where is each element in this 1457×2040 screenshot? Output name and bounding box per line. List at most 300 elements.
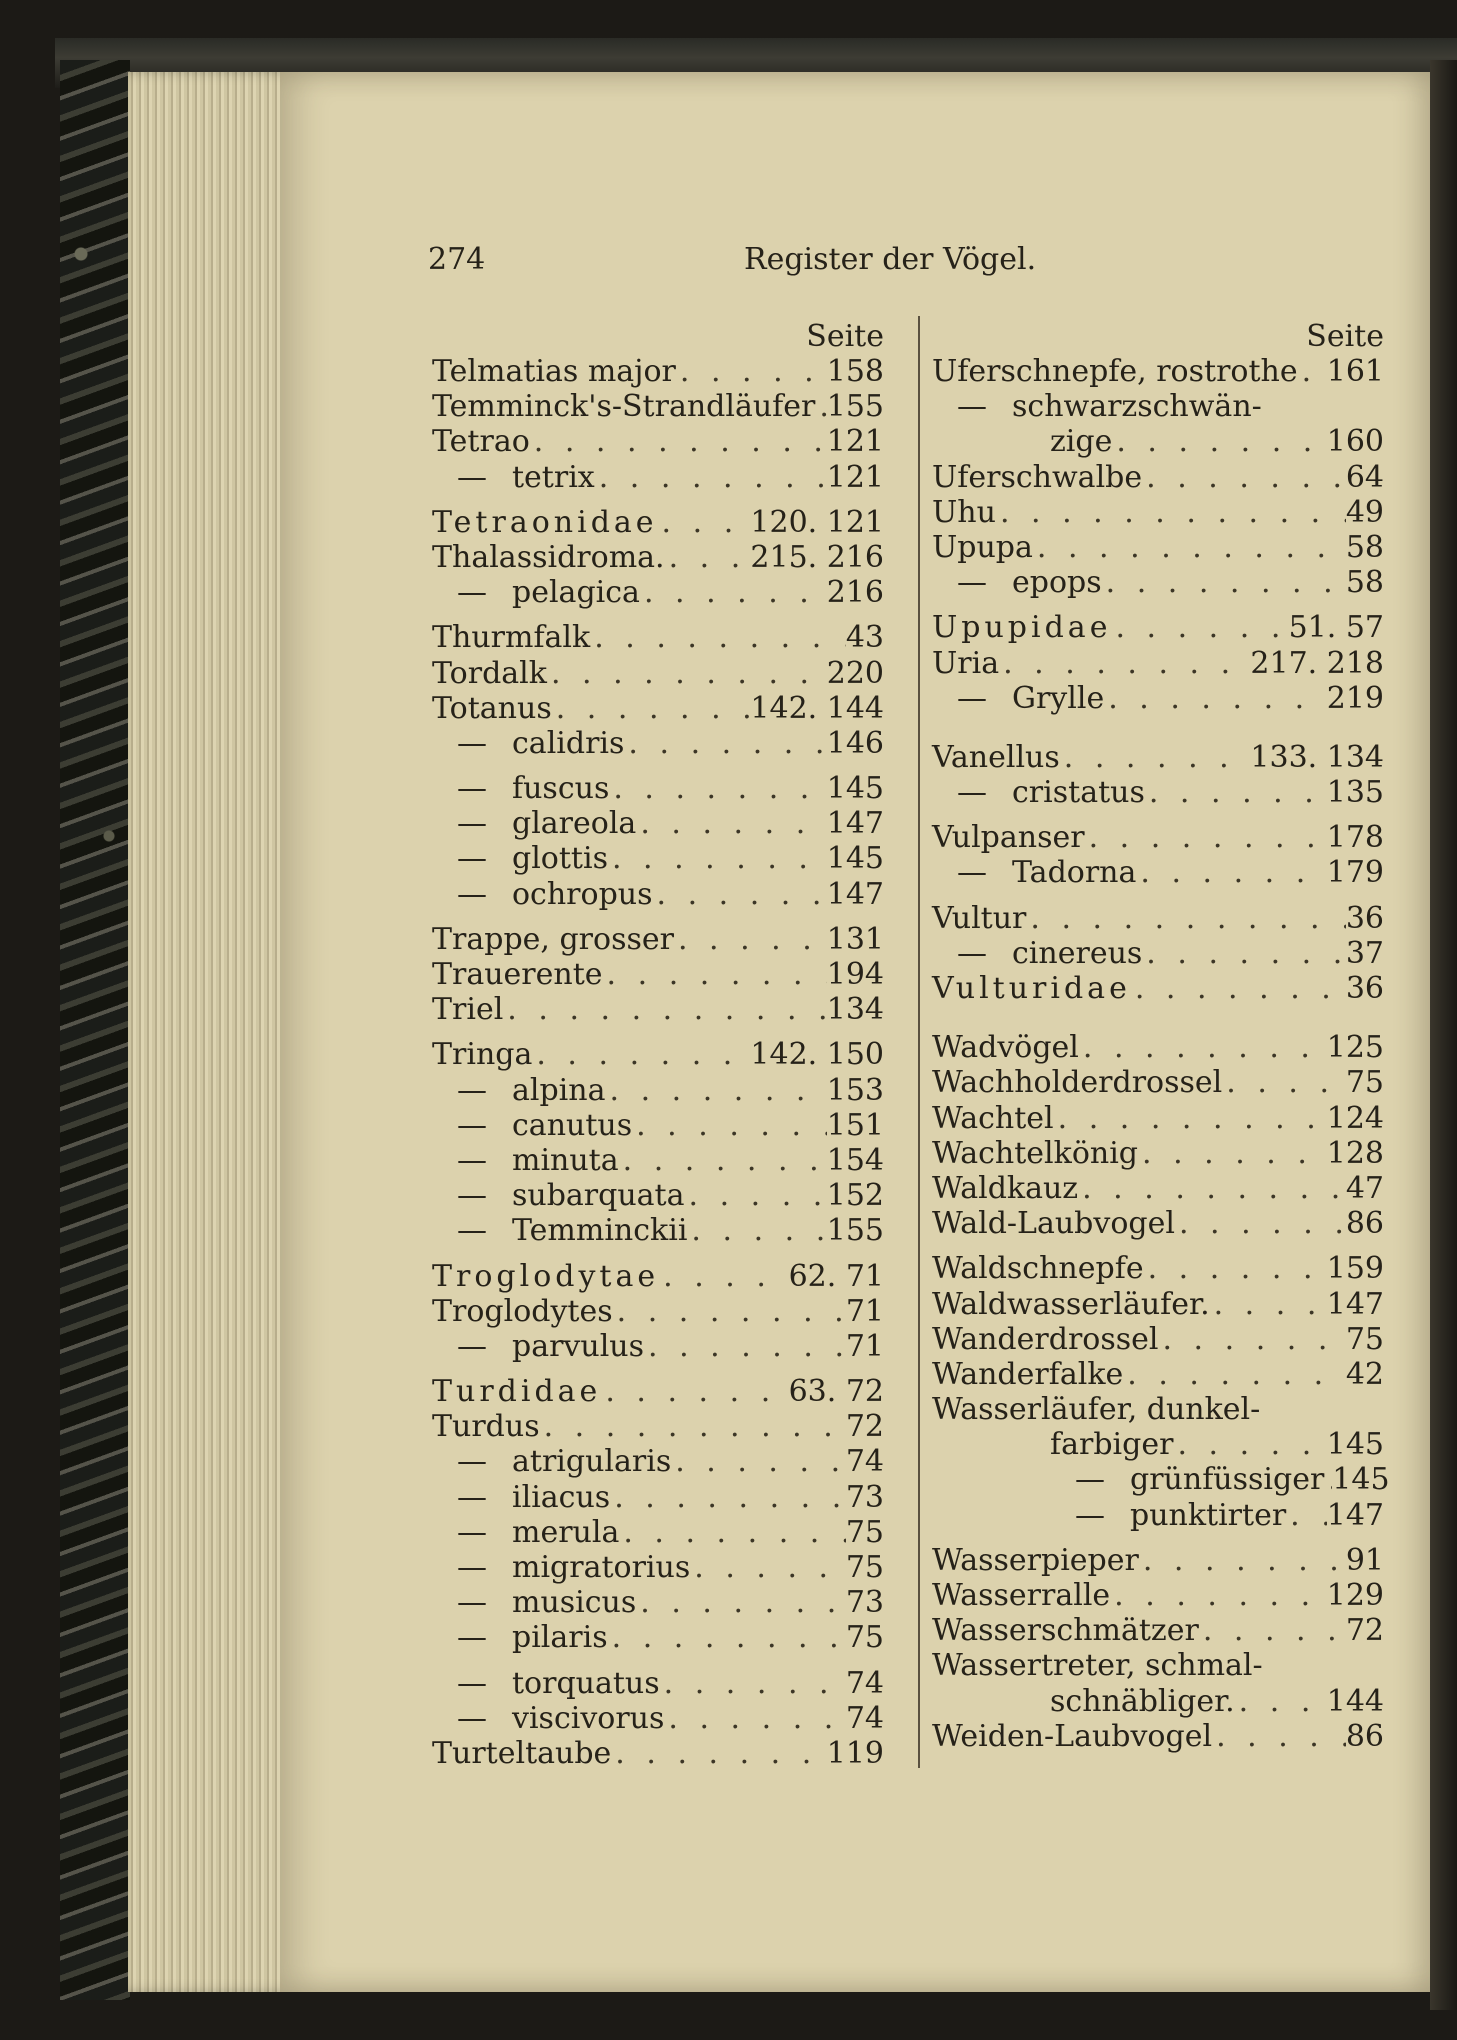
entry-pages: 147 xyxy=(826,806,884,842)
entry-name: parvulus xyxy=(512,1328,645,1364)
entry-name: Totanus xyxy=(432,690,552,726)
leader-dots xyxy=(1111,610,1288,645)
entry-name: Troglodytae xyxy=(432,1258,660,1294)
index-entry xyxy=(932,681,1384,716)
repeat-dash: — xyxy=(457,1620,487,1656)
index-entry xyxy=(432,992,884,1027)
leader-dots xyxy=(552,691,751,726)
entry-pages: 134 xyxy=(826,992,884,1028)
entry-pages: 194 xyxy=(826,957,884,992)
entry-pages: 64 xyxy=(1345,459,1384,495)
leader-dots xyxy=(1158,1322,1345,1357)
entry-pages: 151 xyxy=(826,1107,884,1143)
entry-name: Turteltaube xyxy=(432,1735,612,1771)
marbled-cover-edge xyxy=(60,60,130,2000)
entry-name: torquatus xyxy=(512,1665,660,1701)
entry-pages: 51. 57 xyxy=(1288,610,1384,646)
repeat-dash: — xyxy=(457,1107,487,1143)
index-entry xyxy=(432,1409,884,1444)
index-entry xyxy=(432,1620,884,1655)
index-entry xyxy=(932,1251,1384,1286)
leader-dots xyxy=(999,646,1250,681)
leader-dots xyxy=(1078,1171,1346,1206)
index-entry xyxy=(932,460,1384,495)
repeat-dash: — xyxy=(457,1213,487,1249)
entry-name: Wanderfalke xyxy=(932,1356,1124,1392)
index-entry xyxy=(932,610,1384,645)
entry-pages: 75 xyxy=(1345,1321,1384,1357)
repeat-dash: — xyxy=(457,575,487,611)
entry-name: Tetrao xyxy=(432,424,530,460)
entry-pages: 86 xyxy=(1345,1718,1384,1754)
entry-pages: 74 xyxy=(845,1444,884,1480)
index-entry xyxy=(932,1498,1384,1533)
leader-dots xyxy=(601,1374,788,1409)
index-entry xyxy=(932,495,1384,530)
index-entry xyxy=(432,424,884,459)
index-entry xyxy=(932,1392,1384,1427)
index-list-right xyxy=(932,354,1390,1754)
entry-name: Weiden-Laubvogel xyxy=(932,1718,1213,1754)
entry-name: subarquata xyxy=(512,1178,685,1214)
entry-pages: 74 xyxy=(845,1700,884,1736)
repeat-dash: — xyxy=(457,725,487,761)
repeat-dash: — xyxy=(457,459,487,495)
entry-name: Tadorna xyxy=(1012,855,1137,891)
index-entry xyxy=(932,1648,1384,1683)
entry-pages: 179 xyxy=(1326,855,1384,891)
leader-dots xyxy=(660,1666,846,1701)
repeat-dash: — xyxy=(457,1665,487,1701)
leader-dots xyxy=(595,460,827,495)
index-entry xyxy=(932,1462,1390,1498)
entry-name: alpina xyxy=(512,1072,606,1108)
entry-pages: 129 xyxy=(1326,1578,1384,1613)
leader-dots xyxy=(1104,681,1327,716)
entry-pages: 75 xyxy=(1345,1065,1384,1101)
leader-dots xyxy=(685,1178,827,1213)
repeat-dash: — xyxy=(457,1700,487,1736)
index-entry xyxy=(432,957,884,992)
page-number: 274 xyxy=(428,242,486,277)
entry-pages: 128 xyxy=(1326,1135,1384,1171)
entry-name: Trauerente xyxy=(432,957,603,992)
index-column-left xyxy=(432,320,884,1771)
leader-dots xyxy=(1054,1101,1327,1136)
seite-heading-right: Seite xyxy=(1306,319,1384,354)
leader-dots xyxy=(1142,936,1346,971)
entry-name: cinereus xyxy=(1012,935,1143,971)
leader-dots xyxy=(815,389,826,424)
index-entry xyxy=(432,389,884,424)
index-entry xyxy=(432,505,884,540)
index-entry xyxy=(932,1543,1384,1578)
entry-pages: 125 xyxy=(1326,1030,1384,1066)
leader-dots xyxy=(653,877,827,912)
entry-pages: 71 xyxy=(845,1293,884,1329)
entry-name: Wasserralle xyxy=(932,1578,1111,1613)
index-entry xyxy=(432,1736,884,1771)
entry-pages: 73 xyxy=(845,1585,884,1621)
entry-name: Wasserläufer, dunkel- xyxy=(932,1392,1261,1428)
entry-name: farbiger xyxy=(1050,1427,1174,1463)
leader-dots xyxy=(1060,740,1251,775)
index-entry xyxy=(432,691,884,726)
entry-name: punktirter xyxy=(1130,1497,1287,1533)
entry-name: Trappe, grosser xyxy=(432,921,674,957)
index-entry xyxy=(932,775,1384,810)
entry-pages: 75 xyxy=(845,1550,884,1585)
index-entry xyxy=(932,389,1384,424)
leader-dots xyxy=(1136,855,1326,890)
entry-pages: 72 xyxy=(845,1409,884,1445)
index-entry xyxy=(432,1666,884,1701)
index-entry xyxy=(432,1213,884,1248)
entry-name: musicus xyxy=(512,1585,637,1621)
entry-pages: 219 xyxy=(1326,680,1384,716)
repeat-dash: — xyxy=(457,1479,487,1515)
entry-pages: 120. 121 xyxy=(750,504,884,540)
leader-dots xyxy=(664,1701,845,1736)
entry-pages: 37 xyxy=(1345,935,1384,971)
entry-pages: 159 xyxy=(1326,1251,1384,1287)
leader-dots xyxy=(503,992,826,1027)
index-column-right xyxy=(932,319,1390,1754)
entry-pages: 91 xyxy=(1345,1542,1384,1578)
index-list-left xyxy=(432,354,884,1771)
index-entry xyxy=(932,1206,1384,1241)
entry-pages: 63. 72 xyxy=(788,1374,884,1410)
entry-pages: 216 xyxy=(826,575,884,611)
leader-dots xyxy=(676,354,827,389)
leader-dots xyxy=(624,726,826,761)
repeat-dash: — xyxy=(1075,1497,1105,1533)
index-entry xyxy=(432,1073,884,1108)
leader-dots xyxy=(1286,1498,1327,1533)
repeat-dash: — xyxy=(957,855,987,891)
leader-dots xyxy=(532,1037,750,1072)
entry-pages: 36 xyxy=(1345,971,1384,1006)
leader-dots xyxy=(1142,460,1346,495)
index-entry xyxy=(932,1357,1384,1392)
entry-name: grünfüssiger xyxy=(1130,1462,1325,1498)
entry-pages: 58 xyxy=(1345,529,1384,565)
entry-pages: 86 xyxy=(1345,1206,1384,1242)
leader-dots xyxy=(1235,1684,1327,1719)
entry-name: Tringa xyxy=(432,1037,533,1073)
entry-name: Wasserschmätzer xyxy=(932,1613,1199,1649)
entry-pages: 43 xyxy=(845,620,884,656)
entry-name: Wassertreter, schmal- xyxy=(932,1648,1263,1684)
entry-pages: 133. 134 xyxy=(1250,739,1384,775)
entry-name: Wachholderdrossel xyxy=(932,1065,1223,1101)
repeat-dash: — xyxy=(457,1178,487,1214)
repeat-dash: — xyxy=(957,565,987,601)
index-entry xyxy=(432,1585,884,1620)
entry-pages: 121 xyxy=(826,424,884,460)
leader-dots xyxy=(530,424,827,459)
leader-dots xyxy=(1173,1427,1326,1462)
repeat-dash: — xyxy=(457,806,487,842)
entry-name: Thurmfalk xyxy=(432,620,591,656)
entry-pages: 73 xyxy=(845,1479,884,1515)
index-entry xyxy=(932,1578,1384,1613)
column-divider xyxy=(918,316,920,1768)
index-entry xyxy=(432,922,884,957)
leader-dots xyxy=(609,771,826,806)
index-entry xyxy=(432,1294,884,1329)
entry-pages: 58 xyxy=(1345,565,1384,601)
index-entry xyxy=(432,1329,884,1364)
entry-pages: 215. 216 xyxy=(750,539,884,575)
leader-dots xyxy=(640,575,827,610)
leader-dots xyxy=(1102,565,1346,600)
entry-pages: 154 xyxy=(826,1142,884,1178)
entry-name: Vanellus xyxy=(932,739,1060,775)
leader-dots xyxy=(611,1736,826,1771)
leader-dots xyxy=(1026,901,1345,936)
index-entry xyxy=(432,1515,884,1550)
leader-dots xyxy=(603,957,827,992)
entry-name: Wadvögel xyxy=(932,1030,1079,1066)
repeat-dash: — xyxy=(957,935,987,971)
index-entry xyxy=(932,971,1384,1006)
leader-dots xyxy=(1033,530,1346,565)
page-header xyxy=(428,242,1068,282)
index-entry xyxy=(432,620,884,655)
entry-name: Temminck's-Strandläufer xyxy=(432,389,816,425)
leader-dots xyxy=(1145,775,1327,810)
entry-name: Turdidae xyxy=(432,1374,602,1410)
index-entry xyxy=(432,656,884,691)
entry-name: Upupidae xyxy=(932,610,1112,646)
entry-name: migratorius xyxy=(512,1550,691,1585)
index-entry xyxy=(432,1480,884,1515)
entry-pages: 217. 218 xyxy=(1250,645,1384,681)
leader-dots xyxy=(1144,1251,1327,1286)
entry-name: Waldkauz xyxy=(932,1170,1079,1206)
entry-name: merula xyxy=(512,1514,620,1550)
entry-name: Tordalk xyxy=(432,655,547,691)
index-entry xyxy=(432,771,884,806)
leader-dots xyxy=(687,1213,826,1248)
index-entry xyxy=(932,901,1384,936)
leader-dots xyxy=(610,1480,846,1515)
entry-name: Grylle xyxy=(1012,680,1105,716)
index-entry xyxy=(932,1171,1384,1206)
index-entry xyxy=(432,1037,884,1072)
entry-pages: 178 xyxy=(1326,820,1384,856)
leader-dots xyxy=(665,540,751,575)
index-entry xyxy=(432,1259,884,1294)
entry-name: Vultur xyxy=(932,900,1027,936)
entry-name: fuscus xyxy=(512,771,610,807)
index-entry xyxy=(932,1065,1384,1100)
index-entry xyxy=(932,565,1384,600)
index-entry xyxy=(932,1613,1384,1648)
entry-pages: 147 xyxy=(1326,1497,1384,1533)
leader-dots xyxy=(644,1329,846,1364)
entry-pages: 152 xyxy=(826,1178,884,1214)
leader-dots xyxy=(674,922,827,957)
index-entry xyxy=(932,530,1384,565)
index-entry xyxy=(932,1136,1384,1171)
index-entry xyxy=(432,1143,884,1178)
entry-name: atrigularis xyxy=(512,1444,672,1480)
entry-pages: 145 xyxy=(826,841,884,877)
index-entry xyxy=(432,1701,884,1736)
entry-name: Vulturidae xyxy=(932,971,1131,1006)
entry-name: schwarzschwän- xyxy=(1012,389,1262,425)
entry-pages: 155 xyxy=(826,389,884,425)
entry-pages: 49 xyxy=(1345,494,1384,530)
leader-dots xyxy=(659,1259,788,1294)
entry-pages: 75 xyxy=(845,1620,884,1656)
index-entry xyxy=(932,646,1384,681)
entry-pages: 145 xyxy=(1326,1427,1384,1463)
entry-pages: 74 xyxy=(845,1665,884,1701)
index-entry xyxy=(432,877,884,912)
leader-dots xyxy=(996,495,1346,530)
leader-dots xyxy=(1085,820,1327,855)
leader-dots xyxy=(613,1294,846,1329)
index-entry xyxy=(432,460,884,495)
entry-name: Wachtel xyxy=(932,1100,1054,1136)
repeat-dash: — xyxy=(457,1142,487,1178)
repeat-dash: — xyxy=(457,876,487,912)
entry-name: cristatus xyxy=(1012,775,1145,811)
entry-pages: 119 xyxy=(826,1735,884,1771)
index-entry xyxy=(432,1108,884,1143)
entry-name: Thalassidroma. xyxy=(432,539,665,575)
index-entry xyxy=(432,1550,884,1585)
leader-dots xyxy=(1112,424,1326,459)
entry-name: zige xyxy=(1050,424,1113,460)
leader-dots xyxy=(540,1409,846,1444)
entry-name: pelagica xyxy=(512,575,640,611)
entry-pages: 135 xyxy=(1326,775,1384,811)
leader-dots xyxy=(636,1585,846,1620)
entry-pages: 146 xyxy=(826,725,884,761)
index-entry xyxy=(432,540,884,575)
seite-heading-left: Seite xyxy=(806,319,884,354)
leader-dots xyxy=(590,620,846,655)
repeat-dash: — xyxy=(1075,1462,1105,1498)
index-entry xyxy=(932,1427,1384,1462)
entry-pages: 220 xyxy=(826,655,884,691)
index-entry xyxy=(932,424,1384,459)
entry-name: canutus xyxy=(512,1107,633,1143)
entry-pages: 124 xyxy=(1326,1100,1384,1136)
leader-dots xyxy=(1110,1578,1327,1613)
repeat-dash: — xyxy=(457,771,487,807)
repeat-dash: — xyxy=(457,1585,487,1621)
leader-dots xyxy=(547,656,827,691)
leader-dots xyxy=(1079,1030,1327,1065)
leader-dots xyxy=(1175,1206,1346,1241)
repeat-dash: — xyxy=(957,389,987,425)
entry-pages: 145 xyxy=(1332,1462,1390,1498)
leader-dots xyxy=(608,841,827,876)
leader-dots xyxy=(1324,1462,1332,1497)
entry-pages: 131 xyxy=(826,921,884,957)
leader-dots xyxy=(1139,1543,1346,1578)
entry-pages: 142. 144 xyxy=(750,690,884,726)
leader-dots xyxy=(1131,971,1346,1006)
index-entry xyxy=(432,841,884,876)
entry-pages: 71 xyxy=(845,1328,884,1364)
entry-pages: 147 xyxy=(826,876,884,912)
entry-name: Uferschwalbe xyxy=(932,459,1143,495)
repeat-dash: — xyxy=(457,1072,487,1108)
entry-name: tetrix xyxy=(512,459,595,495)
entry-pages: 75 xyxy=(845,1514,884,1550)
entry-pages: 161 xyxy=(1326,354,1384,389)
entry-pages: 47 xyxy=(1345,1170,1384,1206)
entry-name: Uferschnepfe, rostrothe xyxy=(932,354,1298,389)
page-title: Register der Vögel. xyxy=(744,242,1037,277)
entry-name: Turdus xyxy=(432,1409,540,1445)
leader-dots xyxy=(1298,354,1327,389)
index-entry xyxy=(932,740,1384,775)
leader-dots xyxy=(608,1620,846,1655)
index-entry xyxy=(932,354,1384,389)
entry-name: Waldschnepfe xyxy=(932,1251,1144,1287)
entry-pages: 160 xyxy=(1326,424,1384,460)
entry-name: Wasserpieper xyxy=(932,1542,1139,1578)
index-entry xyxy=(432,806,884,841)
leader-dots xyxy=(619,1143,827,1178)
entry-pages: 155 xyxy=(826,1213,884,1249)
index-entry xyxy=(932,1101,1384,1136)
entry-name: Telmatias major xyxy=(432,354,676,389)
index-entry xyxy=(932,1684,1384,1719)
index-entry xyxy=(932,1030,1384,1065)
entry-name: Wachtelkönig xyxy=(932,1135,1139,1171)
leader-dots xyxy=(1138,1136,1327,1171)
leader-dots xyxy=(671,1444,846,1479)
leader-dots xyxy=(619,1515,845,1550)
index-entry xyxy=(432,726,884,761)
leader-dots xyxy=(1210,1287,1327,1322)
entry-pages: 144 xyxy=(1326,1683,1384,1719)
entry-pages: 72 xyxy=(1345,1613,1384,1649)
entry-pages: 147 xyxy=(1326,1286,1384,1322)
entry-pages: 158 xyxy=(826,354,884,389)
entry-name: Wanderdrossel xyxy=(932,1321,1159,1357)
leader-dots xyxy=(636,806,826,841)
entry-name: Temminckii xyxy=(512,1213,688,1249)
entry-pages: 36 xyxy=(1345,900,1384,936)
index-entry xyxy=(932,1719,1384,1754)
repeat-dash: — xyxy=(457,1444,487,1480)
book-right-edge xyxy=(1430,60,1457,2010)
repeat-dash: — xyxy=(457,1328,487,1364)
repeat-dash: — xyxy=(957,680,987,716)
entry-name: Upupa xyxy=(932,529,1033,565)
entry-name: Vulpanser xyxy=(932,820,1085,856)
index-entry xyxy=(432,1444,884,1479)
entry-name: pilaris xyxy=(512,1620,608,1656)
index-entry xyxy=(932,1322,1384,1357)
entry-name: Wald-Laubvogel xyxy=(932,1206,1175,1242)
entry-name: iliacus xyxy=(512,1479,611,1515)
entry-name: ochropus xyxy=(512,876,653,912)
index-entry xyxy=(932,855,1384,890)
entry-pages: 153 xyxy=(826,1072,884,1108)
repeat-dash: — xyxy=(457,1514,487,1550)
entry-name: schnäbliger. xyxy=(1050,1683,1235,1719)
